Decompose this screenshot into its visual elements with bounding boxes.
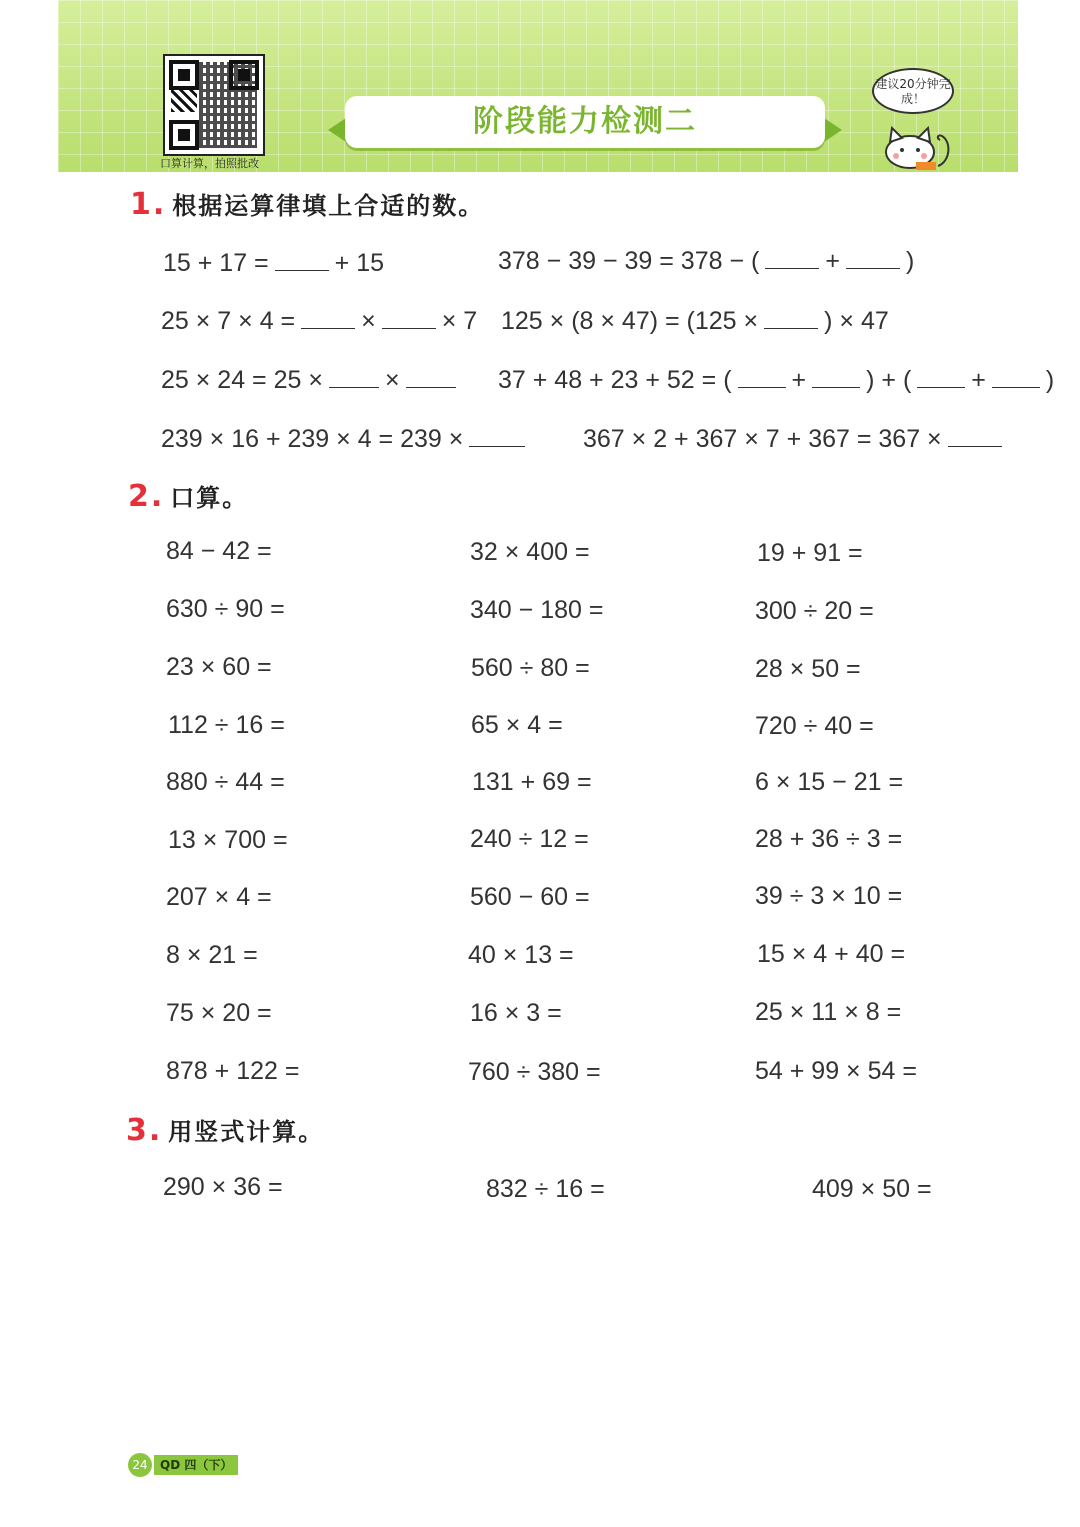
answer-blank[interactable] bbox=[846, 246, 900, 269]
eq-text: 25 × 24 = 25 × bbox=[161, 366, 323, 394]
vertical-calc-item: 290 × 36 = bbox=[163, 1173, 283, 1201]
mental-math-item: 23 × 60 = bbox=[166, 653, 272, 681]
vertical-calc-item: 409 × 50 = bbox=[812, 1175, 932, 1203]
page-number: 24 bbox=[128, 1453, 152, 1477]
section-3-title bbox=[126, 1112, 324, 1148]
eq-text: × bbox=[384, 366, 400, 394]
mental-math-item: 16 × 3 = bbox=[470, 999, 562, 1027]
qr-pattern bbox=[171, 90, 197, 112]
mental-math-item: 760 ÷ 380 = bbox=[468, 1058, 601, 1086]
mental-math-item: 54 + 99 × 54 = bbox=[755, 1057, 917, 1085]
eq-text: ) × 47 bbox=[824, 307, 889, 335]
answer-blank[interactable] bbox=[765, 246, 819, 269]
section-number: 1. bbox=[130, 187, 167, 222]
eq-text: + bbox=[971, 366, 986, 394]
law-equation bbox=[498, 365, 1054, 395]
eq-text: 37 + 48 + 23 + 52 = ( bbox=[498, 366, 732, 394]
page-footer bbox=[128, 1453, 238, 1479]
law-equation bbox=[583, 424, 1008, 454]
section-title-text: 口算。 bbox=[170, 484, 249, 512]
mental-math-item: 880 ÷ 44 = bbox=[166, 768, 285, 796]
answer-blank[interactable] bbox=[917, 365, 965, 388]
eq-text: 239 × 16 + 239 × 4 = 239 × bbox=[161, 425, 464, 453]
mental-math-item: 6 × 15 − 21 = bbox=[755, 768, 904, 796]
answer-blank[interactable] bbox=[382, 306, 436, 329]
law-equation bbox=[161, 306, 477, 336]
law-equation bbox=[498, 246, 914, 276]
answer-blank[interactable] bbox=[469, 424, 525, 447]
mental-math-item: 25 × 11 × 8 = bbox=[755, 998, 902, 1026]
eq-text: ) + ( bbox=[866, 366, 912, 394]
law-equation bbox=[501, 306, 889, 336]
law-equation bbox=[161, 365, 462, 395]
mental-math-item: 878 + 122 = bbox=[166, 1057, 300, 1085]
eq-text: 25 × 7 × 4 = bbox=[161, 307, 296, 335]
eq-text: + bbox=[825, 247, 840, 275]
mental-math-item: 84 − 42 = bbox=[166, 537, 272, 565]
mental-math-item: 240 ÷ 12 = bbox=[470, 825, 589, 853]
answer-blank[interactable] bbox=[812, 365, 860, 388]
answer-blank[interactable] bbox=[764, 306, 818, 329]
mental-math-item: 207 × 4 = bbox=[166, 883, 272, 911]
section-1-title bbox=[130, 186, 484, 222]
law-equation bbox=[161, 424, 531, 454]
eq-text: + 15 bbox=[334, 249, 385, 277]
time-hint-bubble: 建议20分钟完成！ bbox=[872, 68, 954, 114]
qr-caption: 口算计算，拍照批改 bbox=[160, 157, 259, 170]
section-title-text: 用竖式计算。 bbox=[168, 1118, 325, 1146]
qr-finder bbox=[169, 60, 199, 90]
eq-text: + bbox=[791, 366, 807, 394]
mental-math-item: 340 − 180 = bbox=[470, 596, 604, 624]
mental-math-item: 15 × 4 + 40 = bbox=[757, 940, 906, 968]
answer-blank[interactable] bbox=[329, 365, 379, 388]
vertical-calc-item: 832 ÷ 16 = bbox=[486, 1175, 605, 1203]
mental-math-item: 112 ÷ 16 = bbox=[168, 711, 285, 739]
answer-blank[interactable] bbox=[992, 365, 1040, 388]
mental-math-item: 28 × 50 = bbox=[755, 655, 861, 683]
eq-text: 378 − 39 − 39 = 378 − ( bbox=[498, 247, 760, 275]
mental-math-item: 19 + 91 = bbox=[757, 539, 863, 567]
answer-blank[interactable] bbox=[301, 306, 355, 329]
answer-blank[interactable] bbox=[406, 365, 456, 388]
eq-text: ) bbox=[905, 247, 915, 275]
answer-blank[interactable] bbox=[275, 248, 329, 271]
title-ribbon-left bbox=[328, 118, 346, 142]
eq-text: ) bbox=[1045, 366, 1055, 394]
qr-pattern bbox=[199, 62, 257, 148]
qr-code[interactable] bbox=[163, 54, 265, 156]
section-number: 2. bbox=[128, 479, 165, 514]
book-tag: QD 四（下） bbox=[154, 1455, 238, 1475]
cat-mascot-icon bbox=[880, 122, 950, 170]
mental-math-item: 720 ÷ 40 = bbox=[755, 712, 874, 740]
section-number: 3. bbox=[126, 1113, 163, 1148]
mental-math-item: 65 × 4 = bbox=[471, 711, 563, 739]
mental-math-item: 560 − 60 = bbox=[470, 883, 590, 911]
section-title-text: 根据运算律填上合适的数。 bbox=[172, 192, 485, 220]
mental-math-item: 300 ÷ 20 = bbox=[755, 597, 874, 625]
law-equation bbox=[163, 248, 384, 278]
mental-math-item: 13 × 700 = bbox=[168, 826, 288, 854]
mental-math-item: 630 ÷ 90 = bbox=[166, 595, 285, 623]
eq-text: 125 × (8 × 47) = (125 × bbox=[501, 307, 759, 335]
eq-text: 367 × 2 + 367 × 7 + 367 = 367 × bbox=[583, 425, 942, 453]
mental-math-item: 560 ÷ 80 = bbox=[471, 654, 590, 682]
page-title: 阶段能力检测二 bbox=[345, 96, 825, 148]
answer-blank[interactable] bbox=[738, 365, 786, 388]
section-2-title bbox=[128, 478, 248, 514]
mental-math-item: 75 × 20 = bbox=[166, 999, 272, 1027]
qr-finder bbox=[169, 120, 199, 150]
mental-math-item: 40 × 13 = bbox=[468, 941, 574, 969]
mental-math-item: 32 × 400 = bbox=[470, 538, 590, 566]
mental-math-item: 28 + 36 ÷ 3 = bbox=[755, 825, 903, 853]
eq-text: × 7 bbox=[441, 307, 478, 335]
mental-math-item: 131 + 69 = bbox=[472, 768, 592, 796]
eq-text: × bbox=[361, 307, 376, 335]
answer-blank[interactable] bbox=[948, 424, 1002, 447]
title-ribbon-right bbox=[824, 118, 842, 142]
eq-text: 15 + 17 = bbox=[163, 249, 269, 277]
mental-math-item: 39 ÷ 3 × 10 = bbox=[755, 882, 903, 910]
mental-math-item: 8 × 21 = bbox=[166, 941, 258, 969]
